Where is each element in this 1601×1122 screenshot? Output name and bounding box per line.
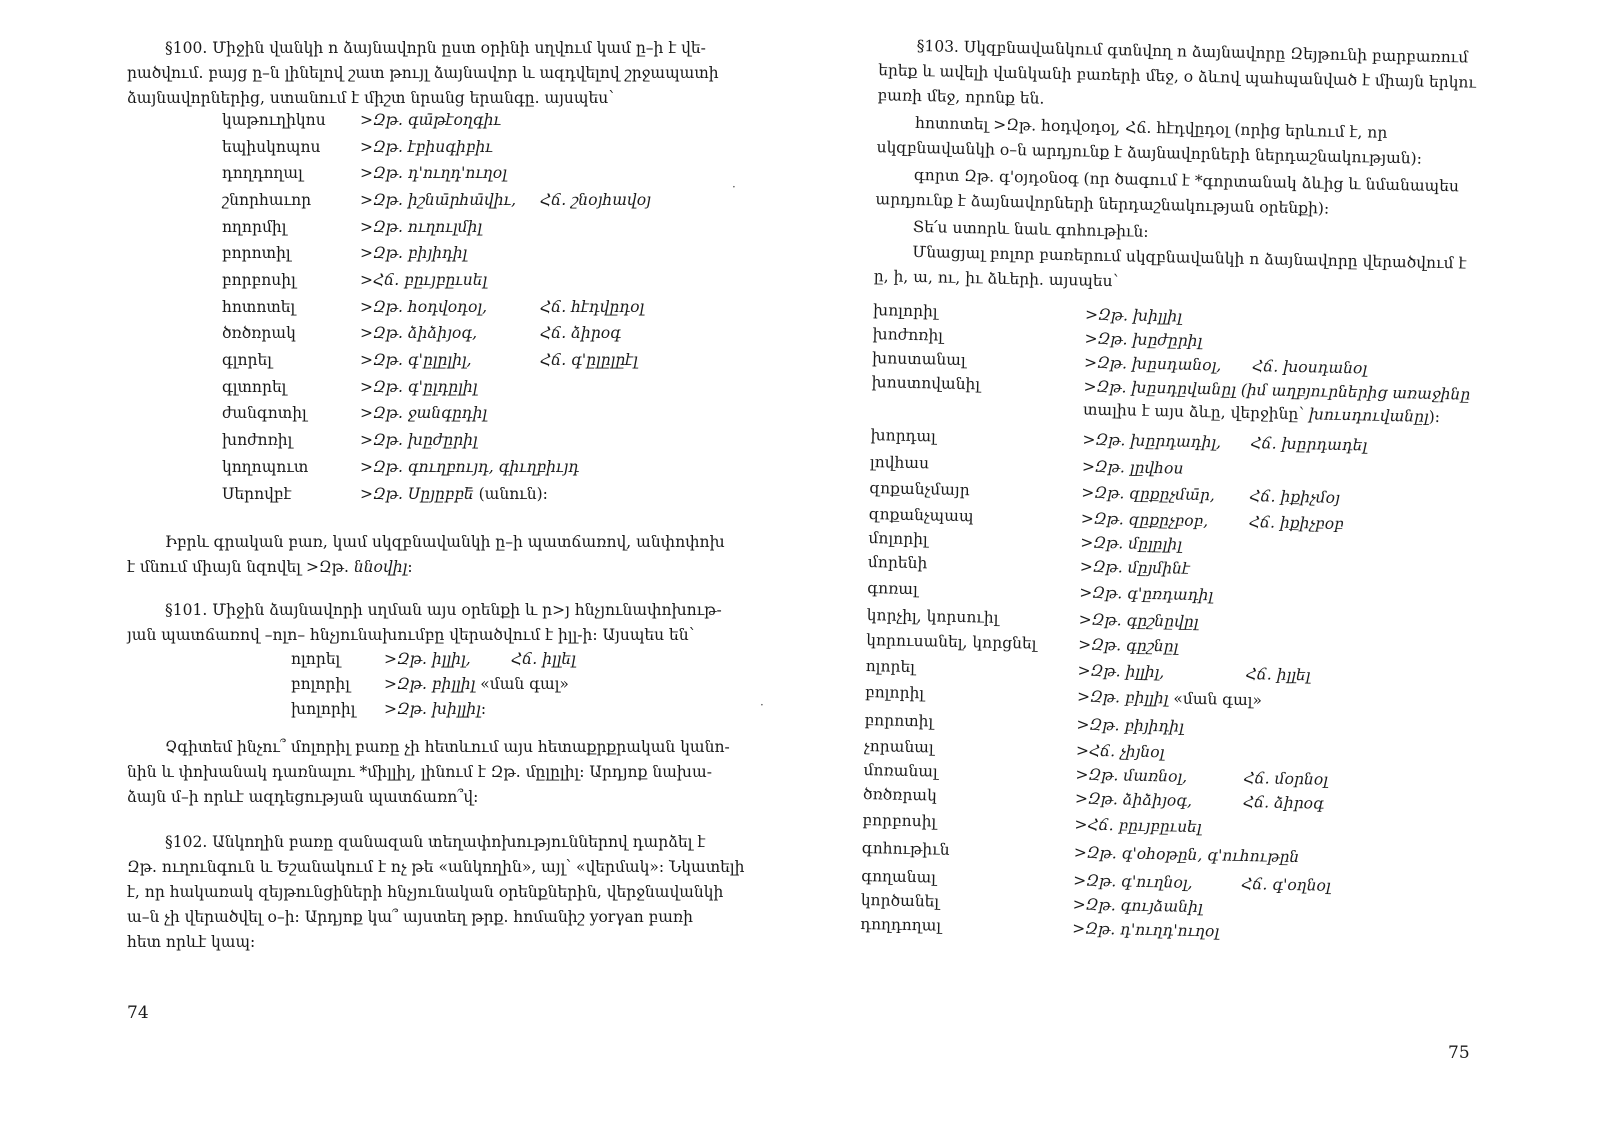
form-text: >Զթ. գըշնըլ bbox=[1078, 635, 1179, 656]
dialect-source-word: մորենի bbox=[867, 553, 928, 573]
hajin-form: Հճ. խըրդադել bbox=[1250, 434, 1368, 455]
zeitun-form bbox=[1084, 354, 1222, 375]
zeitun-form bbox=[360, 164, 507, 182]
dialect-source-word: բոլորիլ bbox=[291, 675, 350, 693]
dialect-source-word: գողանալ bbox=[861, 866, 937, 887]
form-text: >Զթ. գույձանիլ bbox=[1072, 895, 1203, 917]
dialect-source-word: բորբոսիլ bbox=[862, 810, 937, 831]
form-note: տալիս է այս ձևը, վերջինը՝ bbox=[1082, 400, 1310, 424]
dialect-source-word: դողդողալ bbox=[222, 164, 303, 182]
dialect-source-word: խոլորիլ bbox=[872, 301, 938, 321]
page-number-right: 75 bbox=[1448, 1043, 1470, 1063]
zeitun-form bbox=[1079, 583, 1213, 604]
hajin-form: Հճ. ձիրօգ bbox=[1242, 792, 1325, 813]
hajin-form: Հճ. գ'ըլըլըէլ bbox=[540, 351, 638, 369]
word-entry bbox=[222, 431, 842, 455]
form-text: >Զթ. խըժըրիլ bbox=[1084, 329, 1203, 350]
zeitun-form bbox=[360, 298, 487, 316]
form-text: >Զթ. էբիսգիբիւ bbox=[360, 138, 493, 156]
zeitun-form bbox=[1082, 458, 1184, 478]
speck-mark: · bbox=[760, 698, 764, 712]
gloss: «ման գալ» bbox=[475, 675, 569, 693]
zeitun-form bbox=[1076, 715, 1184, 735]
word-entry bbox=[222, 164, 842, 188]
form-text: >Զթ. բիլլիլ bbox=[384, 675, 476, 693]
hajin-form: Հճ. գ'օղնօլ bbox=[1241, 874, 1331, 895]
dialect-source-word: բորբոսիլ bbox=[222, 271, 296, 289]
zeitun-form bbox=[1081, 509, 1209, 530]
hajin-form: Հճ. հէդվըդօլ bbox=[540, 298, 645, 316]
zeitun-form bbox=[1072, 919, 1219, 940]
text-line: յան պատճառով –ոլո– հնչյունախումբը վերածվում է իլլ-ի: Այսպես են՝ bbox=[127, 626, 695, 644]
hajin-form: Հճ. իքիչմօյ bbox=[1249, 487, 1341, 507]
dialect-source-word: խոստանալ bbox=[871, 349, 966, 370]
zeitun-form bbox=[360, 404, 487, 422]
dialect-source-word: բորոտիլ bbox=[864, 711, 934, 731]
form-text: >Զթ. զըքըչմա̄ր, bbox=[1081, 483, 1215, 505]
dialect-source-word: կորուսանել, կորցնել bbox=[866, 631, 1037, 653]
dialect-source-word: բոլորիլ bbox=[864, 683, 925, 703]
word-entry bbox=[222, 191, 842, 215]
dialect-source-word: կաթուղիկոս bbox=[222, 111, 326, 129]
hajin-form: Հճ. շնօյհավօյ bbox=[540, 191, 651, 209]
form-text: >Զթ. գ'ուղնօլ, bbox=[1073, 871, 1193, 892]
zeitun-form bbox=[1084, 330, 1202, 350]
zeitun-form bbox=[1077, 661, 1164, 681]
word-entry bbox=[222, 138, 842, 162]
dialect-source-word: Սերովբէ bbox=[222, 485, 292, 503]
text-line: ը, ի, ա, ու, իւ ձևերի. այսպես՝ bbox=[873, 267, 1119, 291]
section-101-question bbox=[127, 735, 767, 810]
zeitun-form bbox=[360, 191, 516, 209]
zeitun-form bbox=[360, 431, 478, 449]
dialect-source-word: ողորմիլ bbox=[222, 218, 287, 236]
dialect-source-word: խոստովանիլ bbox=[871, 373, 981, 394]
text-line: հետ որևէ կապ: bbox=[127, 933, 256, 951]
text-line: է, որ հակառակ զեյթունցիների հնչյունական օրենքներին, վերջնավանկի bbox=[127, 883, 724, 901]
dialect-source-word: գլտորել bbox=[222, 378, 287, 396]
gloss: : bbox=[480, 700, 487, 718]
text-line: Իբրև գրական բառ, կամ սկզբնավանկի ը–ի պատճառով, անփոփոխ bbox=[165, 533, 725, 551]
form-text: >Զթ. դ'ուղդ'ուղօլ bbox=[1072, 919, 1220, 941]
form-text: >Հճ. չիյնօլ bbox=[1075, 741, 1165, 762]
dialect-source-word: զոքանչպապ bbox=[868, 505, 974, 526]
form-text: >Զթ. խիլլիլ bbox=[1084, 305, 1183, 326]
zeitun-form bbox=[384, 675, 569, 693]
hajin-form: Հճ. ձիրօգ bbox=[540, 324, 621, 342]
text-line: ա–ն չի վերածվել օ–ի: Արդյոք կա՞ այստեղ թրք. հոմանիշ yorγan բառի bbox=[127, 908, 693, 926]
text-line: §102. Անկողին բառը զանազան տեղափոխություններով դարձել է bbox=[165, 833, 706, 851]
dialect-source-word: գոհութիւն bbox=[861, 838, 950, 859]
text-line: ձայնավորներից, ստանում է միշտ նրանց երանգը. այսպես՝ bbox=[127, 89, 614, 107]
text-span: : bbox=[407, 558, 413, 576]
text-span: է մնում միայն նզովել >Զթ. bbox=[127, 558, 354, 576]
text-line: արդյունք է ձայնավորների ներդաշնակության օրենքի): bbox=[875, 190, 1330, 218]
text-line: Մնացյալ բոլոր բառերում սկզբնավանկի ո ձայնավորը վերածվում է bbox=[912, 242, 1467, 273]
zeitun-form bbox=[360, 485, 548, 503]
dialect-source-word: ոլորել bbox=[291, 650, 341, 668]
form-text: >Զթ. լըվհօս bbox=[1081, 457, 1184, 478]
form-text: >Զթ. ձիձիյօգ, bbox=[360, 324, 478, 342]
zeitun-form bbox=[1079, 610, 1199, 631]
text-line: նին և փոխանակ դառնալու *միլլիլ, լինում է Զթ. մըլըլիլ: Արդյոք նախա- bbox=[127, 763, 712, 781]
hajin-form: Հճ. մօրնօլ bbox=[1243, 768, 1329, 789]
dialect-source-word: կողոպուտ bbox=[222, 458, 309, 476]
dialect-source-word: խոժոռիլ bbox=[222, 431, 293, 449]
zeitun-form bbox=[384, 650, 471, 668]
form-text: >Զթ. գա̄թէօղգիւ bbox=[360, 111, 501, 129]
zeitun-form bbox=[384, 700, 486, 718]
form-text: >Զթ. գ'ըլըլիլ, bbox=[360, 351, 472, 369]
section-100-note bbox=[127, 530, 767, 580]
form-text: >Զթ. խըսդանօլ, bbox=[1083, 353, 1222, 375]
dialect-source-word: շնորհաւոր bbox=[222, 191, 312, 209]
section-102 bbox=[127, 830, 767, 955]
dialect-source-word: եպիսկոպոս bbox=[222, 138, 321, 156]
form-text: >Զթ. գըշնըվըլ bbox=[1078, 610, 1199, 631]
zeitun-form bbox=[1074, 843, 1300, 866]
dialect-source-word: խոլորիլ bbox=[291, 700, 356, 718]
text-line: Տե՛ս ստորև նաև գոհութիւն: bbox=[912, 217, 1149, 241]
zeitun-form bbox=[360, 378, 477, 396]
word-entry bbox=[222, 485, 842, 509]
text-line: երեք և ավելի վանկանի բառերի մեջ, օ ձևով պահպանված է միայն երկու bbox=[877, 61, 1477, 92]
text-line: սկզբնավանկի օ–ն արդյունք է ձայնավորների ներդաշնակության): bbox=[876, 138, 1423, 168]
dialect-source-word: հոտոտել bbox=[222, 298, 296, 316]
text-line: գորտ Զթ. գ'օյդօնօգ (որ ծագում է *գորտանակ ձևից և նմանապես bbox=[913, 165, 1460, 196]
hajin-form: Հճ. իլլել bbox=[1245, 664, 1311, 685]
form-text: >Զթ. խըրդադիլ, bbox=[1082, 430, 1222, 452]
zeitun-form bbox=[1075, 765, 1187, 785]
dialect-source-word: մոլորիլ bbox=[868, 529, 928, 549]
form-text: >Հճ. բըւյբըւսել bbox=[360, 271, 488, 289]
zeitun-form bbox=[1081, 484, 1215, 505]
form-text: >Զթ. խըժըրիլ bbox=[360, 431, 478, 449]
form-text: >Զթ. ուղուլմիլ bbox=[360, 218, 483, 236]
hajin-form: Հճ. խօսդանօլ bbox=[1251, 357, 1368, 378]
dialect-source-word: գլորել bbox=[222, 351, 272, 369]
italic-word: ննօվիլ bbox=[353, 558, 408, 576]
zeitun-form bbox=[360, 244, 467, 262]
form-text: >Զթ. իշնա̄րհա̄վիւ, bbox=[360, 191, 517, 209]
text-line: §101. Միջին ձայնավորի սղման այս օրենքի և ր>յ հնչյունափոխութ- bbox=[165, 601, 722, 619]
zeitun-form bbox=[1080, 557, 1190, 577]
form-text: >Զթ. հօդվօդօլ, bbox=[360, 298, 488, 316]
text-line: Զթ. ուղունգուն և Եշանակում է ոչ թե «անկողին», այլ՝ «վերմակ»: Նկատելի bbox=[127, 858, 745, 876]
zeitun-form bbox=[1076, 741, 1165, 761]
section-100-intro bbox=[127, 36, 767, 111]
text-line: րածվում. բայց ը–ն լինելով շատ թույլ ձայնավոր և ազդվելով շրջապատի bbox=[127, 64, 719, 82]
zeitun-form bbox=[360, 458, 579, 476]
form-note: (անուն): bbox=[473, 485, 548, 503]
word-entry bbox=[222, 351, 842, 375]
dialect-source-word: լովհաս bbox=[869, 453, 930, 473]
zeitun-form bbox=[360, 271, 487, 289]
page-number-left: 74 bbox=[127, 1003, 149, 1023]
word-entry bbox=[222, 271, 842, 295]
zeitun-form bbox=[1082, 431, 1221, 452]
word-entry bbox=[222, 378, 842, 402]
form-text: >Զթ. գ'ըլդըլիլ bbox=[360, 378, 478, 396]
zeitun-form bbox=[360, 324, 477, 342]
zeitun-form bbox=[1073, 895, 1203, 916]
dialect-source-word: բորոտիլ bbox=[222, 244, 291, 262]
form-text: >Զթ. խըսդըվանըլ (իմ աղբյուրներից առաջինը bbox=[1083, 377, 1471, 404]
zeitun-form bbox=[1074, 815, 1202, 836]
zeitun-form bbox=[360, 111, 501, 129]
text-line: հոտոտել >Զթ. հօդվօդօլ, Հճ. հէդվըդօլ (որից երևում է, որ bbox=[914, 113, 1388, 142]
word-entry bbox=[222, 218, 842, 242]
form-text: >Զթ. ջանգըդիլ bbox=[360, 404, 488, 422]
form-text: >Զթ. իլլիլ, bbox=[384, 650, 471, 668]
form-text: >Հճ. բըւյբըւսել bbox=[1074, 815, 1202, 837]
dialect-source-word: դողդողալ bbox=[860, 914, 942, 935]
word-entry bbox=[222, 298, 842, 322]
dialect-source-word: զոքանչմայր bbox=[869, 479, 970, 500]
form-text: >Զթ. մառնօլ, bbox=[1075, 765, 1188, 786]
zeitun-form bbox=[360, 138, 493, 156]
form-text: >Զթ. մըյմինէ bbox=[1079, 557, 1191, 578]
hajin-form: Հճ. իլլել bbox=[511, 650, 576, 668]
hajin-form: Հճ. իքիչբօբ bbox=[1248, 513, 1344, 534]
dialect-source-word: գոռալ bbox=[867, 579, 918, 599]
right-page bbox=[800, 0, 1601, 1114]
text-line: §103. Սկզբնավանկում գտնվող ո ձայնավորը Զեյթունի բարբառում bbox=[916, 36, 1469, 67]
text-line: ձայն մ–ի որևէ ազդեցության պատճառո՞վ: bbox=[127, 788, 479, 806]
speck-mark: · bbox=[732, 180, 736, 194]
dialect-source-word: չորանալ bbox=[863, 737, 934, 757]
zeitun-form bbox=[360, 351, 472, 369]
zeitun-form bbox=[1078, 635, 1178, 655]
text-line: բառի մեջ, որոնք են. bbox=[877, 86, 1045, 108]
word-entry bbox=[222, 458, 842, 482]
text-line: Չգիտեմ ինչու՞ մոլորիլ բառը չի հետևում այս հետաքրքրական կանո- bbox=[165, 738, 730, 756]
text-line bbox=[127, 555, 767, 580]
dialect-source-word: կորչիլ, կորսուիլ bbox=[866, 606, 999, 627]
dialect-source-word: ժանգոտիլ bbox=[222, 404, 307, 422]
zeitun-form bbox=[360, 218, 482, 236]
zeitun-form bbox=[1075, 789, 1192, 809]
form-text: >Զթ. գուղբույդ, գիւղբիւյդ bbox=[360, 458, 580, 476]
dialect-source-word: ոլորել bbox=[865, 657, 916, 677]
word-entry bbox=[222, 111, 842, 135]
dialect-source-word: մոռանալ bbox=[863, 761, 938, 781]
form-note: ): bbox=[1428, 407, 1441, 426]
word-entry bbox=[222, 244, 842, 268]
dialect-source-word: ծռծռրակ bbox=[222, 324, 296, 342]
form-text: >Զթ. բիյիդիլ bbox=[360, 244, 468, 262]
text-line: §100. Միջին վանկի ո ձայնավորն ըստ օրինի սղվում կամ ը–ի է վե- bbox=[165, 39, 706, 57]
form-text: >Զթ. բիյիդիլ bbox=[1076, 715, 1184, 736]
form-text: >Զթ. Սըյըբբե̄ bbox=[360, 485, 474, 503]
section-103-intro bbox=[877, 33, 1538, 122]
zeitun-form bbox=[1073, 871, 1193, 891]
word-entry bbox=[222, 324, 842, 348]
form-text: >Զթ. իլլիլ, bbox=[1077, 661, 1165, 682]
zeitun-form bbox=[1077, 687, 1262, 709]
form-text: >Զթ. դ'ուղդ'ուղօլ bbox=[360, 164, 507, 182]
form-text: >Զթ. բիլլիլ bbox=[1076, 687, 1169, 708]
dialect-source-word: կործանել bbox=[860, 890, 940, 911]
dialect-source-word: խորդալ bbox=[870, 426, 937, 446]
form-text: >Զթ. գ'ըռդադիլ bbox=[1079, 583, 1214, 605]
gloss: «ման գալ» bbox=[1168, 689, 1263, 710]
form-text: >Զթ. մըլըլիլ bbox=[1080, 533, 1183, 554]
zeitun-form bbox=[1085, 306, 1182, 326]
zeitun-form bbox=[1080, 533, 1182, 553]
form-text: >Զթ. զըքըչբօբ, bbox=[1080, 509, 1209, 531]
form-text: խուսդուվանըլ bbox=[1308, 405, 1429, 426]
dialect-source-word: խոժոռիլ bbox=[872, 325, 944, 345]
word-entry bbox=[222, 404, 842, 428]
dialect-source-word: ծռծռրակ bbox=[862, 784, 938, 805]
form-text: >Զթ. ձիձիյօգ, bbox=[1074, 789, 1193, 810]
form-text: >Զթ. խիլլիլ bbox=[384, 700, 481, 718]
form-text: >Զթ. գ'օհօթըն, գ'ուհութըն bbox=[1073, 843, 1300, 867]
left-page bbox=[0, 0, 800, 1114]
section-101-intro bbox=[127, 598, 767, 648]
